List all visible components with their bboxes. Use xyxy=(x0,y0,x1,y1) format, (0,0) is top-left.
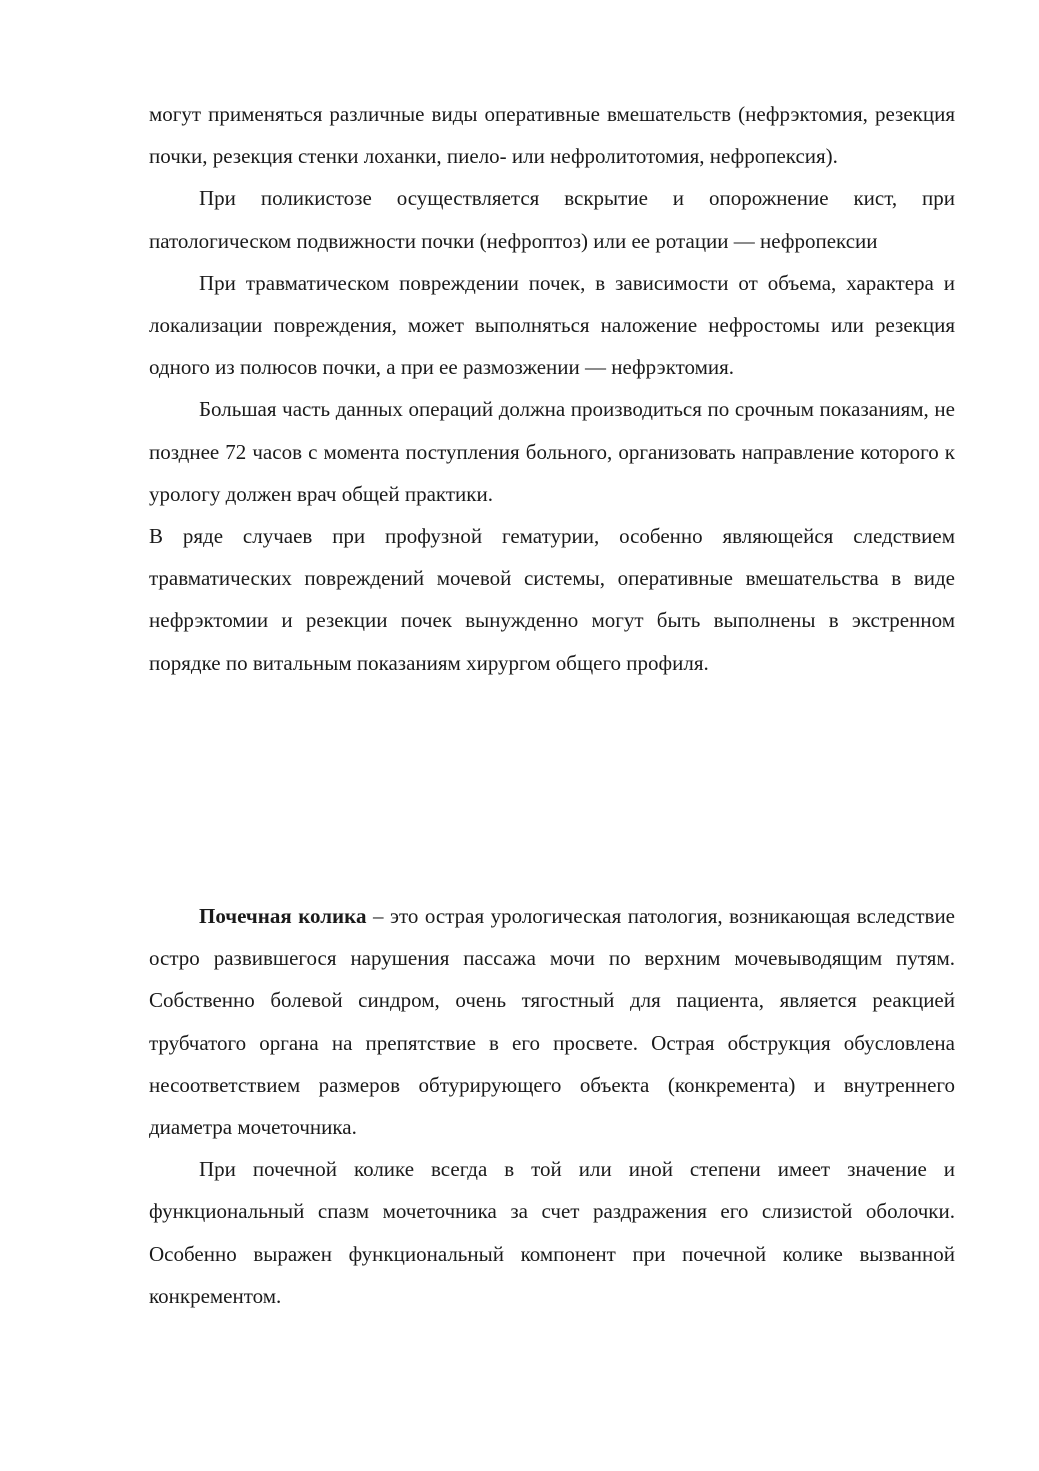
paragraph-urgent-indications: Большая часть данных операций должна производиться по срочным показаниям, не позднее 72 часов с момента поступления больного, организовать направление которого к урологу должен врач общей практики. xyxy=(149,397,955,506)
paragraph-renal-colic-definition xyxy=(149,895,955,1148)
text-section-renal-colic xyxy=(149,895,955,1317)
paragraph-kidney-trauma: При травматическом повреждении почек, в зависимости от объема, характера и локализации повреждения, может выполняться наложение нефростомы или резекция одного из полюсов почки, а при ее размозжении — нефрэктомия. xyxy=(149,270,955,380)
renal-colic-definition-text: – это острая урологическая патология, возникающая вследствие остро развившегося нарушения пассажа мочи по верхним мочевыводящим путям. Собственно болевой синдром, очень тягостный для пациента, является реакцией трубчатого органа на препятствие в его просвете. Острая обструкция обусловлена несоответствием размеров обтурирующего объекта (конкремента) и внутреннего диаметра мочеточника. xyxy=(149,904,956,1140)
paragraph-polycystosis: При поликистозе осуществляется вскрытие и опорожнение кист, при патологическом подвижности почки (нефроптоз) или ее ротации — нефропексии xyxy=(149,186,955,253)
paragraph-functional-spasm: При почечной колике всегда в той или иной степени имеет значение и функциональный спазм мочеточника за счет раздражения его слизистой оболочки. Особенно выражен функциональный компонент при почечной колике вызванной конкрементом. xyxy=(149,1157,955,1308)
text-section-surgery xyxy=(149,93,955,684)
paragraph-hematuria: В ряде случаев при профузной гематурии, особенно являющейся следствием травматических повреждений мочевой системы, оперативные вмешательства в виде нефрэктомии и резекции почек вынужденно могут быть выполнены в экстренном порядке по витальным показаниям хирургом общего профиля. xyxy=(149,524,955,675)
paragraph-surgery-types: могут применяться различные виды оперативные вмешательств (нефрэктомия, резекция почки, резекция стенки лоханки, пиело- или нефролитотомия, нефропексия). xyxy=(149,102,955,169)
term-renal-colic: Почечная колика xyxy=(199,904,367,928)
